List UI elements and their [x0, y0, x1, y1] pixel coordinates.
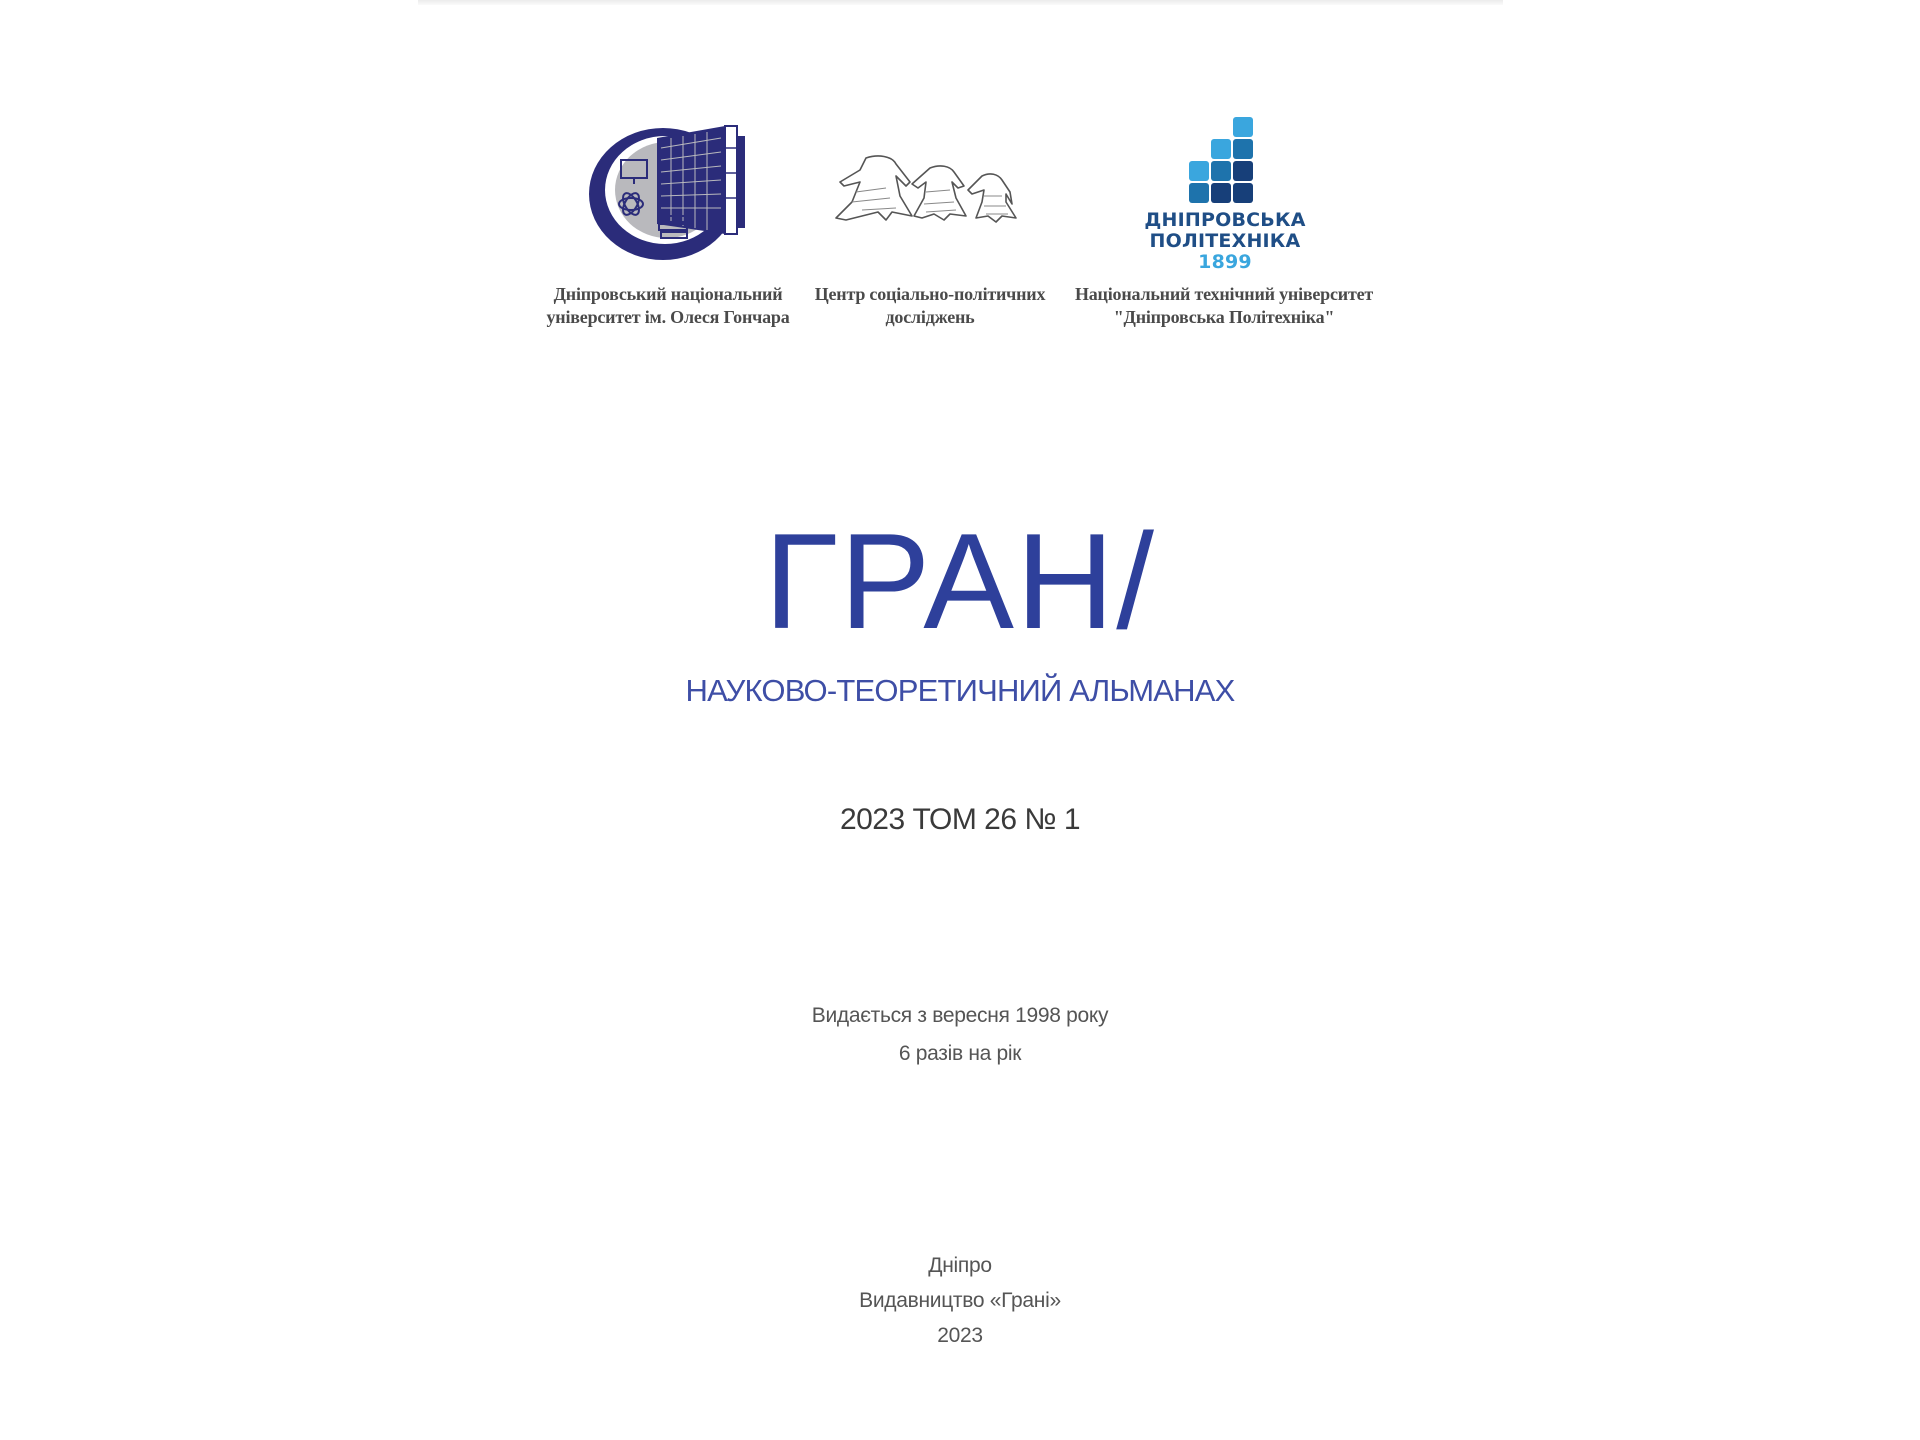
imprint-year: 2023 — [937, 1324, 983, 1347]
dp-caption-line-2: "Дніпровська Політехніка" — [1113, 307, 1335, 327]
dnipro-polytechnic-caption — [1064, 283, 1384, 329]
wordmark-line-1: ДНІПРОВСЬКА — [1144, 209, 1306, 231]
dnipro-polytechnic-blocks-icon — [1189, 117, 1255, 205]
dnipro-polytechnic-wordmark — [1120, 210, 1330, 273]
journal-subtitle: НАУКОВО-ТЕОРЕТИЧНИЙ АЛЬМАНАХ — [685, 673, 1235, 708]
publication-frequency: 6 разів на рік — [898, 1042, 1022, 1065]
spc-caption-line-2: досліджень — [885, 307, 975, 327]
dnu-caption-line-2: університет ім. Олеся Гончара — [546, 307, 790, 327]
journal-title: ГРАН/ — [764, 505, 1156, 657]
imprint-city: Дніпро — [928, 1254, 992, 1277]
dp-caption-line-1: Національний технічний університет — [1074, 284, 1374, 304]
social-political-centre-caption — [802, 283, 1058, 329]
page-top-edge — [418, 0, 1503, 5]
wordmark-line-2: ПОЛІТЕХНІКА — [1149, 230, 1301, 252]
published-since: Видається з вересня 1998 року — [811, 1004, 1109, 1027]
imprint-publisher: Видавництво «Грані» — [859, 1289, 1061, 1312]
dnu-caption-line-1: Дніпровський національний — [553, 284, 783, 304]
spc-caption-line-1: Центр соціально-політичних — [814, 284, 1046, 304]
dnu-caption — [540, 283, 796, 329]
dnu-seal-logo — [585, 118, 755, 264]
volume-issue: 2023 ТОМ 26 № 1 — [839, 803, 1081, 836]
wordmark-year: 1899 — [1198, 251, 1252, 273]
social-political-centre-emblem — [826, 152, 1036, 224]
